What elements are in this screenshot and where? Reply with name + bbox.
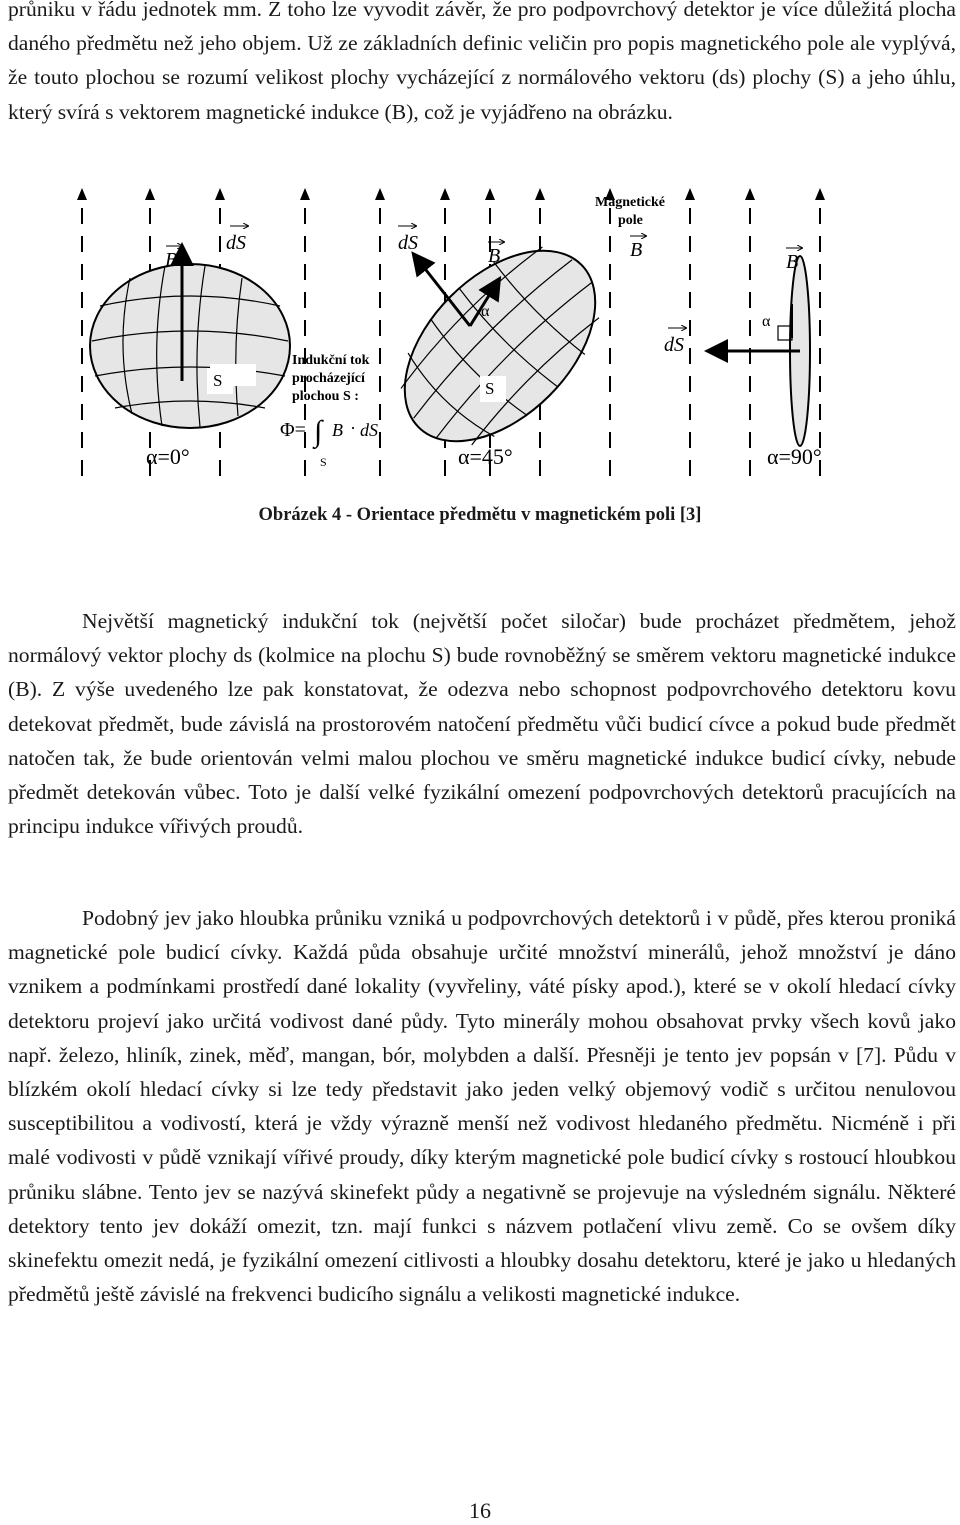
surface-alpha-0: [90, 248, 290, 428]
flux-b: B: [332, 420, 343, 440]
label-s-2: S: [485, 379, 495, 398]
label-s-1: S: [213, 371, 223, 390]
page-number: 16: [469, 1498, 491, 1523]
flux-formula: [280, 353, 378, 469]
paragraph-main: Největší magnetický indukční tok (největší počet siločar) bude procházet předmětem, jehož normálový vektor plochy ds (kolmice na plochu S) bude rovnoběžný se směrem vektoru magnetické indukce (B). Z výše uvedeného lze pak konstatovat, že odezva nebo schopnost podpovrchového detektoru kovu detekovat předmět, bude závislá na prostorovém natočení předmětu vůči budicí cívce a pokud bude předmět natočen tak, že bude orientován velmi malou plochou ve směru magnetické indukce budicí cívky, nebude předmět detekován vůbec. Toto je další velké fyzikální omezení podpovrchových detektorů pracujících na principu indukce vířivých proudů.: [8, 609, 956, 839]
flux-integral-sub: S: [320, 455, 327, 469]
label-b-2: B: [488, 245, 501, 267]
label-angle-90: α=90°: [767, 444, 822, 469]
label-ds-1: dS: [226, 232, 246, 254]
paragraph-intro: průniku v řádu jednotek mm. Z toho lze vyvodit závěr, že pro podpovrchový detektor je více důležitá plocha daného předmětu než jeho objem. Už ze základních definic veličin pro popis magnetického pole ale vyplývá, že touto plochou se rozumí velikost plochy vycházející z normálového vektoru (ds) plochy (S) a jeho úhlu, který svírá s vektorem magnetické indukce (B), což je vyjádřeno na obrázku.: [8, 0, 956, 124]
label-ds-3: dS: [664, 334, 684, 356]
label-b-1: B: [165, 249, 178, 271]
field-line-arrowheads: [77, 188, 825, 200]
flux-line-2: procházející: [292, 371, 365, 386]
flux-phi: Φ=: [280, 419, 306, 441]
label-angle-0: α=0°: [146, 444, 190, 469]
label-angle-45: α=45°: [458, 444, 513, 469]
magnetic-field-line-1: Magnetické: [595, 195, 665, 210]
flux-dot: ·: [350, 418, 356, 438]
figure-caption: Obrázek 4 - Orientace předmětu v magnetickém poli [3]: [258, 505, 702, 525]
label-alpha-90: α: [762, 313, 771, 330]
flux-ds: dS: [360, 420, 378, 440]
label-b-3: B: [786, 251, 799, 273]
label-ds-2: dS: [398, 232, 418, 254]
figure-field-orientation: [70, 186, 900, 476]
flux-line-1: Indukční tok: [292, 353, 370, 368]
label-b-field: B: [630, 239, 643, 261]
paragraph-soil: Podobný jev jako hloubka průniku vzniká u podpovrchových detektorů i v půdě, přes kterou proniká magnetické pole budicí cívky. Každá půda obsahuje určité množství minerálů, jehož množství je dáno vznikem a podmínkami prostředí dané lokality (vyvřeliny, váté písky apod.), které se v okolí hledací cívky detektoru projeví jako určitá vodivost dané půdy. Tyto minerály mohou obsahovat prvky všech kovů jako např. železo, hliník, zinek, měď, mangan, bór, molybden a další. Přesněji je tento jev popsán v [7]. Půdu v blízkém okolí hledací cívky si lze tedy představit jako jeden velký objemový vodič s určitou nenulovou susceptibilitou a vodivostí, která je vždy výrazně menší než vodivost hledaného předmětu. Nicméně i při malé vodivosti v půdě vznikají vířivé proudy, díky kterým magnetické pole budicí cívky s rostoucí hloubkou průniku slábne. Tento jev se nazývá skinefekt půdy a negativně se projevuje na výsledném signálu. Některé detektory tento jev dokáží omezit, tzn. mají funkci s názvem potlačení vlivu země. Co se ovšem díky skinefektu omezit nedá, je fyzikální omezení citlivosti a hloubky dosahu detektoru, které je jako u hledaných předmětů ještě závislé na frekvenci budicího signálu a velikosti magnetické indukce.: [8, 906, 956, 1307]
flux-line-3: plochou S :: [292, 389, 359, 404]
magnetic-field-line-2: pole: [618, 213, 643, 228]
label-alpha-45: α: [481, 303, 490, 320]
surface-alpha-90: [710, 256, 810, 446]
flux-integral: ∫: [314, 415, 323, 448]
